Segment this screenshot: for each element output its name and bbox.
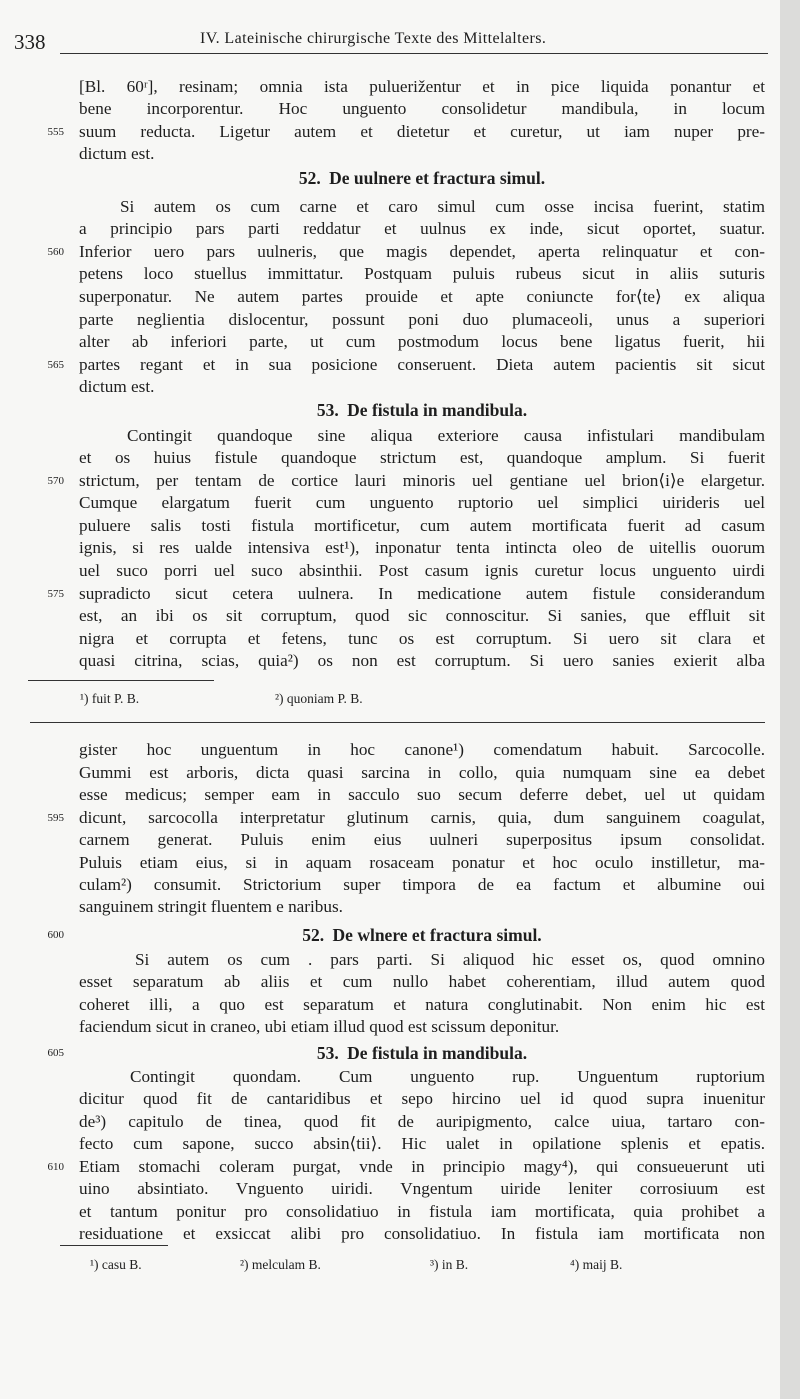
text-line: residuatione et exsiccat alibi pro consolidatiuo. In fistula iam mortificata non [79,1224,765,1243]
text-line: petens loco stuellus immittatur. Postquam puluis rubeus sicut in aliis suturis [79,264,765,283]
line-number: 555 [47,126,64,138]
text-line: et tantum ponitur pro consolidatiuo in fistula iam mortificata, quia prohibet a [79,1202,765,1221]
text-line: Cumque elargatum fuerit cum unguento ruptorio uel simplici uirideris uel [79,493,765,512]
text-line: quasi citrina, scias, quia²) os non est corruptum. Si uero sanies exierit alba [79,651,765,670]
page-edge [780,0,800,1399]
text-line: et os huius fistule quandoque strictum est, quandoque amplum. Si fuerit [79,448,765,467]
text-line: culam²) consumit. Strictorium super timpora de ea factum et albumine oui [79,875,765,894]
footnote: ²) quoniam P. B. [275,691,363,706]
text-line: ignis, si res ualde intensiva est¹), inponatur tenta intincta oleo de uitellis ouorum [79,538,765,557]
text-line: sanguinem stringit fluentem e naribus. [79,897,343,916]
text-line: dicunt, sarcocolla interpretatur glutinum carnis, quia, dum sanguinem coagulat, [79,808,765,827]
text-line: Contingit quondam. Cum unguento rup. Unguentum ruptorium [130,1067,765,1086]
text-line: a principio pars parti reddatur et uulnus ex inde, sicut oportet, suatur. [79,219,765,238]
line-number: 600 [47,929,64,941]
section-heading [79,399,765,421]
text-line: suum reducta. Ligetur autem et dietetur et curetur, ut iam nuper pre- [79,122,765,141]
text-line: dictum est. [79,377,155,396]
text-line: fecto cum sapone, succo absin⟨tii⟩. Hic ualet in opilatione splenis et epatis. [79,1134,765,1153]
text-line: puluere salis tosti fistula mortificetur, cum autem mortificata fuerit ad casum [79,516,765,535]
text-line: [Bl. 60ʳ], resinam; omnia ista puluerižentur et in pice liquida ponantur et [79,77,765,96]
section-title: De wlnere et fractura simul. [332,925,542,945]
text-line: faciendum sicut in craneo, ubi etiam illud quod est scissum deponitur. [79,1017,560,1036]
footnote: ³) in B. [430,1257,469,1272]
text-line: partes regant et in sua posicione conseruent. Dieta autem pacientis sit sicut [79,355,765,374]
text-line: superponatur. Ne autem partes prouide et apte coniuncte for⟨te⟩ ex aliqua [79,287,765,306]
line-number: 565 [47,359,64,371]
text-line: est, an ibi os sit corruptum, quod sic connoscitur. Si sanies, que effluit sit [79,606,765,625]
text-line: gister hoc unguentum in hoc canone¹) comendatum habuit. Sarcocolle. [79,740,765,759]
section-title: De uulnere et fractura simul. [329,168,546,188]
line-number: 595 [47,812,64,824]
line-number: 605 [47,1047,64,1059]
text-line: carnem generat. Puluis enim eius uulneri superpositus ipsum consolidat. [79,830,765,849]
section-divider [30,722,765,723]
text-line: Etiam stomachi coleram purgat, vnde in principio magy⁴), qui consueuerunt uti [79,1157,765,1176]
section-number: 53. [316,400,339,420]
section-number: 53. [316,1043,339,1063]
text-line: bene incorporentur. Hoc unguento consolidetur mandibula, in locum [79,99,765,118]
line-number: 575 [47,588,64,600]
section-heading [79,1042,765,1064]
running-header: IV. Lateinische chirurgische Texte des Mittelalters. [200,30,547,47]
section-number: 52. [298,168,321,188]
text-line: strictum, per tentam de cortice lauri minoris uel gentiane uel brion⟨i⟩e elargetur. [79,471,765,490]
text-line: Si autem os cum . pars parti. Si aliquod hic esset os, quod omnino [135,950,765,969]
text-line: Gummi est arboris, dicta quasi sarcina in collo, quia numquam sine ea debet [79,763,765,782]
text-line: Si autem os cum carne et caro simul cum osse incisa fuerint, statim [120,197,765,216]
page-number: 338 [14,30,46,54]
footnote: ¹) fuit P. B. [80,691,140,706]
line-number: 610 [47,1161,64,1173]
text-line: nigra et corrupta et fetens, tunc os est corruptum. Si uero sit clara et [79,629,765,648]
text-line: dictum est. [79,144,155,163]
footnote: ¹) casu B. [90,1257,142,1272]
line-number: 570 [47,475,64,487]
text-line: esset separatum ab aliis et cum nullo habet coherentiam, illud autem quod [79,972,765,991]
footnote: ²) melculam B. [240,1257,321,1272]
section-heading [79,924,765,946]
text-line: Inferior uero pars uulneris, que magis dependet, aperta relinquatur et con- [79,242,765,261]
footnote-rule [28,680,214,681]
section-title: De fistula in mandibula. [347,400,528,420]
text-line: alter ab inferiori parte, ut cum postmodum locus bene ligatus fuerit, hii [79,332,765,351]
text-line: uel suco porri uel suco absinthii. Post casum ignis curetur locus unguento uirdi [79,561,765,580]
text-line: coheret illi, a quo est separatum et natura conglutinabit. Non enim hic est [79,995,765,1014]
text-line: esse medicus; semper eam in sacculo suo secum deferre debet, uel ut quidam [79,785,765,804]
section-title: De fistula in mandibula. [347,1043,528,1063]
header-rule [60,53,768,54]
text-line: Contingit quandoque sine aliqua exteriore causa infistulari mandibulam [127,426,765,445]
section-number: 52. [302,925,325,945]
text-line: de³) capitulo de tinea, quod fit de auripigmento, calce uiua, tartaro con- [79,1112,765,1131]
text-line: parte neglientia dislocentur, possunt poni duo plumaceoli, unus a superiori [79,310,765,329]
section-heading [79,167,765,189]
line-number: 560 [47,246,64,258]
text-line: dicitur quod fit de cantaridibus et sepo hircino uel id quod supra inuenitur [79,1089,765,1108]
footnote-rule [60,1245,168,1246]
text-line: supradicto sicut cetera uulnera. In medicatione autem fistule considerandum [79,584,765,603]
text-line: uino absintiato. Vnguento uiridi. Vngentum uiride leniter corrosiuum est [79,1179,765,1198]
text-line: Puluis etiam eius, si in aquam rosaceam ponatur et hoc oculo instilletur, ma- [79,853,765,872]
footnote: ⁴) maij B. [570,1257,623,1272]
